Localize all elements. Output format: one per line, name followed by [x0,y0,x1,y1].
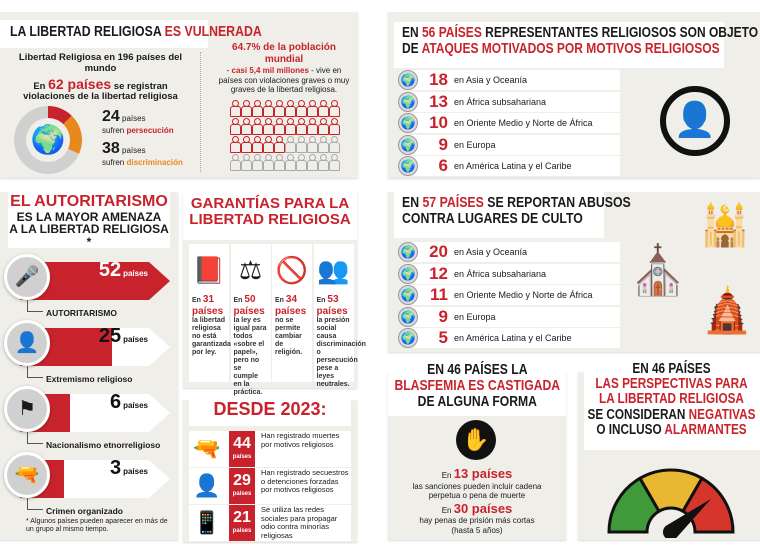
incident-row [189,431,351,467]
region-num: 13 [429,91,448,111]
person-icon [318,136,327,152]
person-icon [285,154,294,170]
desde-panel [183,400,357,542]
title-line1: GARANTÍAS PARA LA [190,195,350,212]
person-icon [230,154,239,170]
t: EN [402,24,419,41]
title-line2: LAS PERSPECTIVAS PARA [595,376,748,393]
region-label: en Asia y Oceanía [454,247,528,257]
guarantee-text [231,290,271,401]
person-icon [329,136,338,152]
bar-unit: países [123,401,148,410]
unit: países [232,454,252,460]
guarantee-desc: la libertad religiosa no está garantizada por ley. [192,317,231,357]
target-priest-icon: 👤 [660,86,730,156]
stat1-text: las sanciones pueden incluir cadena perpetua o pena de muerte [412,481,542,501]
person-icon [230,136,239,152]
title-highlight: ES VULNERADA [164,23,262,40]
region-label: en Oriente Medio y Norte de África [454,290,593,300]
region-row [400,242,620,262]
pre: En [275,297,284,304]
bar-value [110,457,148,480]
incident-num-badge [229,505,255,541]
t: SE REPORTAN ABUSOS [487,194,631,211]
population-figures [230,100,340,170]
burning-temple-icon: 🛕 [700,286,755,335]
bar-num: 3 [109,457,122,479]
person-icon [263,154,272,170]
globe-icon: 🌍 [398,156,418,176]
phone-alert-icon: 📱 [193,510,221,535]
title: DESDE 2023: [213,399,327,419]
prohibited-prayer-icon: 🚫 [275,255,309,285]
unit: países [122,114,146,123]
person-icon [274,100,283,116]
pre: En [316,297,326,304]
incident-text: Han registrado secuestros o detenciones forzadas por motivos religiosos [261,468,349,495]
bar-label: Crimen organizado [46,506,123,516]
person-icon [230,100,239,116]
person-icon [274,118,283,134]
incident-num: 21 [233,509,251,526]
title-part: LA LIBERTAD RELIGIOSA [10,23,162,40]
blasfemia-title [388,362,566,416]
globe-icon: 🌍 [26,118,70,162]
guarantee-num: 50 países [233,294,265,317]
culto-panel [388,192,760,352]
globe-icon: 🌍 [398,242,418,262]
t: O INCLUSO [596,421,662,438]
shooting-icon: 🔫 [193,436,221,461]
vulnerada-title [0,20,262,48]
person-icon [263,100,272,116]
title-line1: EL AUTORITARISMO [10,193,168,210]
burning-mosque-icon: 🕌 [700,204,750,248]
population-num: casi 5,4 mil millones [231,66,309,75]
text: sufren [102,158,125,167]
guarantee-column [231,244,271,397]
incident-text: Han registrado muertes por motivos religiosos [261,431,340,449]
garantias-panel [183,192,366,397]
guarantee-column [314,244,366,389]
region-num: 20 [429,242,448,261]
text: sufren [102,126,125,135]
region-row [400,263,620,284]
person-icon [285,136,294,152]
divider [200,52,201,172]
incident-num-badge [229,431,255,467]
bar-unit: países [123,467,148,476]
person-icon [241,136,250,152]
bar-num: 6 [109,391,122,413]
unit: países [232,491,252,497]
title-line2: ES LA MAYOR AMENAZA [16,209,162,224]
desde-title [189,396,351,426]
region-num: 9 [438,306,448,326]
countries-summary [8,52,193,103]
t: REPRESENTANTES RELIGIOSOS SON OBJETO [485,24,759,41]
masked-extremist-icon: 👤 [4,320,50,366]
globe-icon: 🌍 [398,92,418,112]
blasfemia-panel [388,361,566,540]
bar-label: Nacionalismo etnorreligioso [46,440,161,450]
person-icon [296,136,305,152]
region-label: en América Latina y el Caribe [454,161,572,171]
person-icon [329,154,338,170]
unit: países [232,528,252,534]
population-rest: - vive en países con violaciones graves o muy graves de la libertad religiosa. [218,66,350,95]
globe-icon: 🌍 [398,307,418,327]
region-row [400,328,620,348]
podium-speaker-icon: 🎤 [4,254,50,300]
ataques-panel [388,12,760,178]
title-highlight: ATAQUES MOTIVADOS POR MOTIVOS RELIGIOSOS [421,39,720,57]
burning-church-icon: ⛪ [628,245,688,298]
stat1-num: 13 países [453,466,513,481]
crowd-icon: 👥 [317,255,350,285]
title-line3: LA LIBERTAD RELIGIOSA [599,391,744,408]
perspectivas-panel [578,361,760,540]
t: DE [402,39,419,57]
incident-row [189,468,351,504]
title-line2: CONTRA LUGARES DE CULTO [402,209,583,227]
globe-icon: 🌍 [398,328,418,348]
person-icon [329,118,338,134]
person-icon [263,136,272,152]
region-label: en África subsahariana [454,96,547,107]
region-num: 6 [438,156,448,175]
guarantee-num: 34 países [275,294,307,317]
footnote: * Algunos países pueden aparecer en más de un grupo al mismo tiempo. [26,518,168,534]
globe-icon: 🌍 [398,70,418,90]
perspectivas-title [584,362,760,450]
region-num: 10 [429,113,448,132]
person-icon [285,118,294,134]
title-line3: A LA LIBERTAD RELIGIOSA * [9,222,169,249]
incident-num: 44 [233,435,251,452]
pre: En [233,297,243,304]
blasfemia-stats [388,466,566,536]
title-line2: BLASFEMIA ES CASTIGADA [394,376,561,394]
threat-bar-row [0,448,178,528]
bar-num: 25 [98,325,122,347]
autoritarismo-panel [0,192,178,540]
region-num: 11 [430,285,448,304]
discrimination-label: discriminación [126,158,183,167]
persecution-stat [102,108,174,135]
region-row [400,113,620,133]
region-label: en Oriente Medio y Norte de África [454,118,593,128]
person-icon [329,100,338,116]
culto-title [394,192,631,238]
t: SE CONSIDERAN [587,406,686,423]
person-icon [318,118,327,134]
autoritarismo-title [8,192,170,248]
incident-num: 29 [233,472,251,489]
detained-person-icon: 👤 [193,473,221,498]
person-icon [241,100,250,116]
population-headline: 64.7% de la población mundial [232,42,336,65]
title-num: 56 PAÍSES [422,24,482,41]
bar-unit: países [123,335,148,344]
guarantee-column [272,244,312,382]
person-icon [241,118,250,134]
person-icon [307,118,316,134]
person-icon [296,118,305,134]
pre: En [192,297,201,304]
person-icon [307,154,316,170]
region-row [400,134,620,155]
title-line2: LIBERTAD RELIGIOSA [189,210,351,228]
person-icon [252,118,261,134]
title-line3: DE ALGUNA FORMA [417,392,537,410]
person-icon [307,136,316,152]
connector-line [27,432,43,444]
bar-value [110,391,148,414]
bar-num: 52 [98,259,122,281]
person-icon [318,100,327,116]
person-icon [241,154,250,170]
guarantee-desc: la ley es igual para todos «sobre el papel», pero no se cumple en la práctica. [233,317,267,397]
person-icon [252,136,261,152]
person-icon [296,100,305,116]
ataques-title [394,22,759,68]
globe-icon: 🌍 [398,264,418,284]
globe-icon: 🌍 [398,135,418,155]
guarantee-num: 31 países [192,294,224,317]
region-label: en África subsahariana [454,268,547,279]
region-num: 5 [438,328,448,347]
covered-mouth-icon: ✋ [456,420,496,460]
globe-icon: 🌍 [398,113,418,133]
person-icon [252,100,261,116]
region-row [400,285,620,305]
violations-donut [14,106,82,174]
title-line1: EN 46 PAÍSES [632,361,711,377]
person-icon [318,154,327,170]
guarantee-text [272,290,312,361]
stat2-num: 30 países [453,500,513,516]
person-icon [274,154,283,170]
region-row [400,156,620,176]
region-row [400,306,620,327]
guarantee-desc: no se permite cambiar de religión. [275,317,303,357]
bar-label: AUTORITARISMO [46,308,117,318]
persecution-num: 24 [102,108,120,125]
garantias-title [183,192,357,240]
population-text [215,42,353,95]
region-label: en Europa [454,311,496,322]
bar-value [99,259,148,282]
person-icon [230,118,239,134]
person-icon [252,154,261,170]
negativas: NEGATIVAS [688,406,756,423]
region-label: en América Latina y el Caribe [454,333,572,343]
incident-num-badge [229,468,255,504]
bar-label: Extremismo religioso [46,374,133,384]
pre: En [441,471,452,480]
region-num: 18 [429,70,448,89]
line2-pre: En [33,81,46,92]
guarantee-desc: la presión social causa discriminación o persecución pese a leyes neutrales. [316,317,366,389]
discrimination-stat [102,140,183,167]
incident-row [189,505,351,541]
line2-text: se registran violaciones de la libertad religiosa [23,81,178,103]
dash: - [226,66,230,75]
region-num: 12 [429,263,448,283]
region-row [400,70,620,90]
t: EN [402,194,420,211]
unit: países [122,146,146,155]
title-line1: EN 46 PAÍSES LA [427,361,528,378]
region-label: en Asia y Oceanía [454,75,528,85]
person-icon [307,100,316,116]
pre: En [441,505,452,515]
title-num: 57 PAÍSES [422,194,484,211]
region-label: en Europa [454,139,496,150]
person-icon [274,136,283,152]
flag-icon: ⚑ [4,386,50,432]
stat2-text: hay penas de prisión más cortas (hasta 5 años) [419,516,535,535]
person-icon [263,118,272,134]
person-icon [296,154,305,170]
connector-line [27,300,43,312]
guarantee-column [189,244,229,382]
bar-unit: países [123,269,148,278]
gun-icon: 🔫 [4,452,50,498]
incident-text: Se utiliza las redes sociales para propagar odio contra minorías religiosas [261,505,338,540]
vulnerada-panel [0,12,358,178]
discrimination-num: 38 [102,140,120,157]
guarantee-text [189,290,229,361]
globe-icon: 🌍 [398,285,418,305]
region-row [400,91,620,112]
alarmantes: ALARMANTES [664,421,747,438]
persecution-label: persecución [126,126,174,135]
line1: Libertad Religiosa en 196 países del mundo [18,52,183,74]
risk-gauge [606,462,736,538]
scales-icon: ⚖ [238,255,263,285]
guarantee-num: 53 países [316,294,348,317]
bar-value [99,325,148,348]
connector-line [27,498,43,510]
law-book-icon: 📕 [192,255,226,285]
line2-num: 62 países [48,76,112,92]
region-num: 9 [438,134,448,154]
person-icon [285,100,294,116]
guarantee-text [314,290,366,393]
connector-line [27,366,43,378]
